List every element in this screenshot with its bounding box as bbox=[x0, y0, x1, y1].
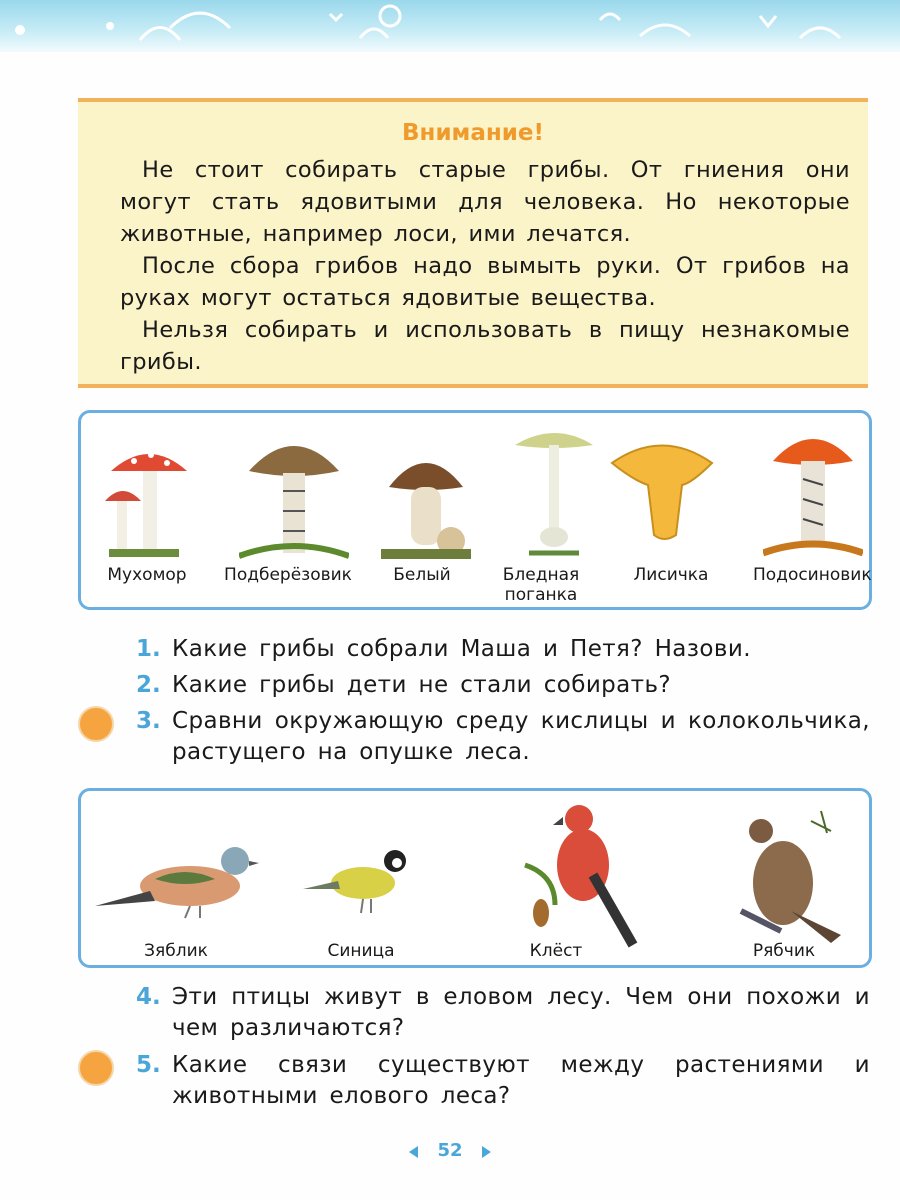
mushroom-label: Белый bbox=[393, 565, 451, 585]
attention-paragraph: Не стоит собирать старые грибы. От гниения они могут стать ядовитыми для человека. Но некоторые животные, например лоси, ими лечатся. bbox=[120, 157, 850, 247]
question-item bbox=[136, 706, 870, 768]
question-text: Сравни окружающую среду кислицы и колокольчика, растущего на опушке леса. bbox=[172, 708, 870, 765]
top-decor-band bbox=[0, 0, 900, 52]
question-text: Эти птицы живут в еловом лесу. Чем они похожи и чем различаются? bbox=[172, 984, 870, 1041]
next-page-icon[interactable] bbox=[482, 1146, 491, 1158]
question-number: 2. bbox=[136, 672, 161, 698]
doodle-decor-icon bbox=[0, 0, 900, 52]
question-item bbox=[136, 982, 870, 1044]
question-item bbox=[136, 670, 870, 701]
chaffinch-icon bbox=[95, 831, 265, 931]
death-cap-icon bbox=[509, 427, 599, 557]
attention-paragraph: После сбора грибов надо вымыть руки. От грибов на руках могут остаться ядовитые вещества. bbox=[120, 253, 850, 311]
question-text: Какие грибы дети не стали собирать? bbox=[172, 672, 672, 698]
bird-label: Зяблик bbox=[144, 941, 208, 961]
question-number: 3. bbox=[136, 708, 161, 734]
porcini-icon bbox=[381, 449, 471, 561]
fly-agaric-icon bbox=[99, 431, 199, 561]
mushroom-label: Лисичка bbox=[633, 565, 709, 585]
chanterelle-icon bbox=[607, 433, 717, 545]
question-number: 5. bbox=[136, 1052, 161, 1078]
mushroom-label: Подосиновик bbox=[753, 565, 872, 585]
crossbill-icon bbox=[523, 795, 643, 951]
hazel-grouse-icon bbox=[721, 801, 851, 945]
mushroom-label: Мухомор bbox=[107, 565, 187, 585]
mushroom-label: Бледная поганка bbox=[502, 565, 580, 605]
graduation-cap-icon bbox=[78, 706, 114, 742]
graduation-cap-icon bbox=[78, 1050, 114, 1086]
tit-icon bbox=[303, 841, 423, 921]
question-item bbox=[136, 1050, 870, 1112]
question-text: Какие связи существуют между растениями и животными елового леса? bbox=[172, 1052, 870, 1109]
bird-label: Рябчик bbox=[752, 941, 816, 961]
question-text: Какие грибы собрали Маша и Петя? Назови. bbox=[172, 636, 751, 662]
birch-bolete-icon bbox=[239, 431, 349, 561]
page-number: 52 bbox=[437, 1140, 463, 1161]
previous-page-icon[interactable] bbox=[409, 1146, 418, 1158]
aspen-bolete-icon bbox=[763, 429, 863, 561]
attention-title: Внимание! bbox=[402, 120, 544, 146]
birds-panel bbox=[78, 788, 872, 968]
page-navigation bbox=[0, 1140, 900, 1161]
mushrooms-panel bbox=[78, 410, 872, 610]
question-number: 4. bbox=[136, 984, 161, 1010]
bird-label: Синица bbox=[327, 941, 395, 961]
bird-label: Клёст bbox=[529, 941, 583, 961]
attention-box bbox=[78, 98, 868, 388]
mushroom-label: Подберёзовик bbox=[224, 565, 352, 585]
attention-paragraph: Нельзя собирать и использовать в пищу незнакомые грибы. bbox=[120, 317, 850, 375]
question-number: 1. bbox=[136, 636, 161, 662]
question-item bbox=[136, 634, 870, 665]
